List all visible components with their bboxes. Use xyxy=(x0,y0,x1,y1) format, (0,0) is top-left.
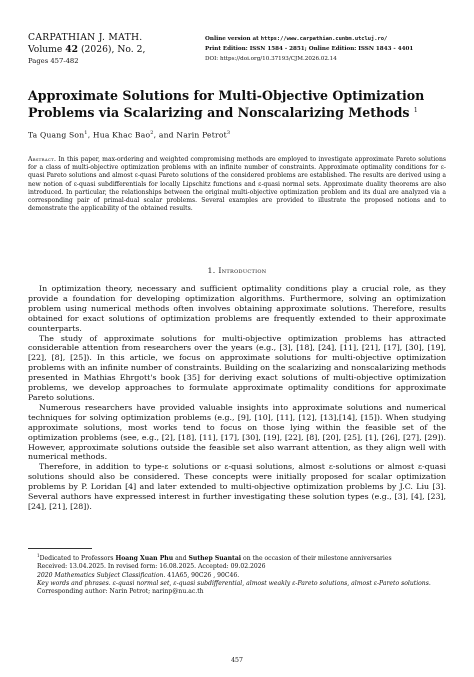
journal-volume: Volume 42 (2026), No. 2, xyxy=(28,44,146,55)
journal-pages: Pages 457-482 xyxy=(28,57,79,65)
corresponding-author: Corresponding author: Narin Petrot; narinp@nu.ac.th xyxy=(37,588,204,596)
title-footnote-mark: 1 xyxy=(413,107,418,114)
abstract-label: Abstract. xyxy=(28,156,57,163)
section-heading: 1. Introduction xyxy=(207,266,267,275)
paragraph: Numerous researchers have provided valuable insights into approximate solutions and numerical techniques for solving optimization problems (e.g., [9], [10], [11], [12], [13],[14], [15]). When studying approximate solutions, most works tend to focus on those lying within the feasible set of the optimization problems (see, e.g., [2], [18], [11], [17], [30], [19], [22], [8], [20], [25], [1], [26], [27], [29]). However, approximate solutions outside the feasible set also warrant attention, as they align well with numerical methods. xyxy=(28,402,446,462)
received-dates: Received: 13.04.2025. In revised form: 16.08.2025. Accepted: 09.02.2026 xyxy=(37,563,266,571)
journal-url-link[interactable]: https://www.carpathian.cunbm.utcluj.ro/ xyxy=(260,36,388,42)
paper-title: Approximate Solutions for Multi-Objective Optimization Problems via Scalarizing and Nonscalarizing Methods $^1$ xyxy=(28,88,425,121)
paragraph: Therefore, in addition to type-ε solutions or ε-quasi solutions, almost ε-solutions or almost ε-quasi solutions should also be considered. These concepts were initially proposed for scalar optimization problems by P. Loridan [4] and later extended to multi-objective optimization problems by J.C. Liu [3]. Several authors have expressed interest in further investigating these solution types (e.g., [3], [4], [23], [24], [21], [28]). xyxy=(28,462,446,511)
body-text xyxy=(28,284,446,512)
footnotes xyxy=(28,552,446,597)
author-bao: Hua Khac Bao xyxy=(92,130,151,140)
paragraph: In optimization theory, necessary and sufficient optimality conditions play a crucial role, as they provide a foundation for developing optimization algorithms. Furthermore, solving an optimization problem using numerical methods often involves obtaining approximate solutions. Therefore, results obtained for exact solutions of optimization problems are frequently extended to their approximate counterparts. xyxy=(28,284,446,333)
doi-link[interactable]: DOI: https://doi.org/10.37193/CJM.2026.02.14 xyxy=(205,56,337,62)
journal-header xyxy=(28,32,188,66)
abstract-text: In this paper, max-ordering and weighted compromising methods are employed to investigate approximate Pareto solutions for a class of multi-objective optimization problems with an infinite number of constraints. Approximate optimality conditions for ε-quasi Pareto solutions and almost ε-quasi Pareto solutions of the considered problems are established. The results are derived using a new notion of ε-quasi subdifferentials for locally Lipschitz functions and ε-quasi normal sets. Approximate duality theorems are also introduced. In particular, the relationships between the original multi-objective optimization problem and its dual are analyzed via a corresponding pair of primal-dual scalar problems. Several examples are provided to illustrate the proposed notions and to demonstrate the applicability of the obtained results. xyxy=(28,156,447,213)
paragraph: The study of approximate solutions for multi-objective optimization problems has attracted considerable attention from researchers over the years (e.g., [3], [18], [24], [11], [21], [17], [30], [19], [22], [8], [25]). In this article, we focus on approximate solutions for multi-objective optimization problems with an infinite number of constraints. Building on the scalarizing and nonscalarizing methods presented in Mathias Ehrgott's book [35] for deriving exact solutions of multi-objective optimization problems, we develop approaches to formulate approximate optimality conditions for approximate Pareto solutions. xyxy=(28,333,446,402)
volume-number: 42 xyxy=(65,44,79,55)
author-son: Ta Quang Son xyxy=(28,130,85,140)
abstract xyxy=(28,156,446,213)
online-version: Online version at https://www.carpathian.cunbm.utcluj.ro/ xyxy=(205,36,388,42)
issn-line: Print Edition: ISSN 1584 - 2851; Online Edition: ISSN 1843 - 4401 xyxy=(205,46,414,52)
msc-classification: 2020 Mathematics Subject Classification. 41A65, 90C26 , 90C46. xyxy=(37,571,240,579)
dedication-note: $^1$Dedicated to Professors Hoang Xuan Phu and Suthep Suantai on the occasion of their milestone anniversaries xyxy=(37,553,392,563)
footnote-rule xyxy=(28,548,92,549)
page-number: 457 xyxy=(231,657,243,664)
author-list: Ta Quang Son$^1$, Hua Khac Bao$^2$, and Narin Petrot$^3$ xyxy=(28,130,231,140)
publication-info xyxy=(205,34,450,64)
author-petrot: Narin Petrot xyxy=(176,130,227,140)
keywords: Key words and phrases. ε-quasi normal set, ε-quasi subdifferential, almost weakly ε-Pareto solutions, almost ε-Pareto solutions. xyxy=(37,579,431,587)
journal-name: CARPATHIAN J. MATH. xyxy=(28,32,143,43)
